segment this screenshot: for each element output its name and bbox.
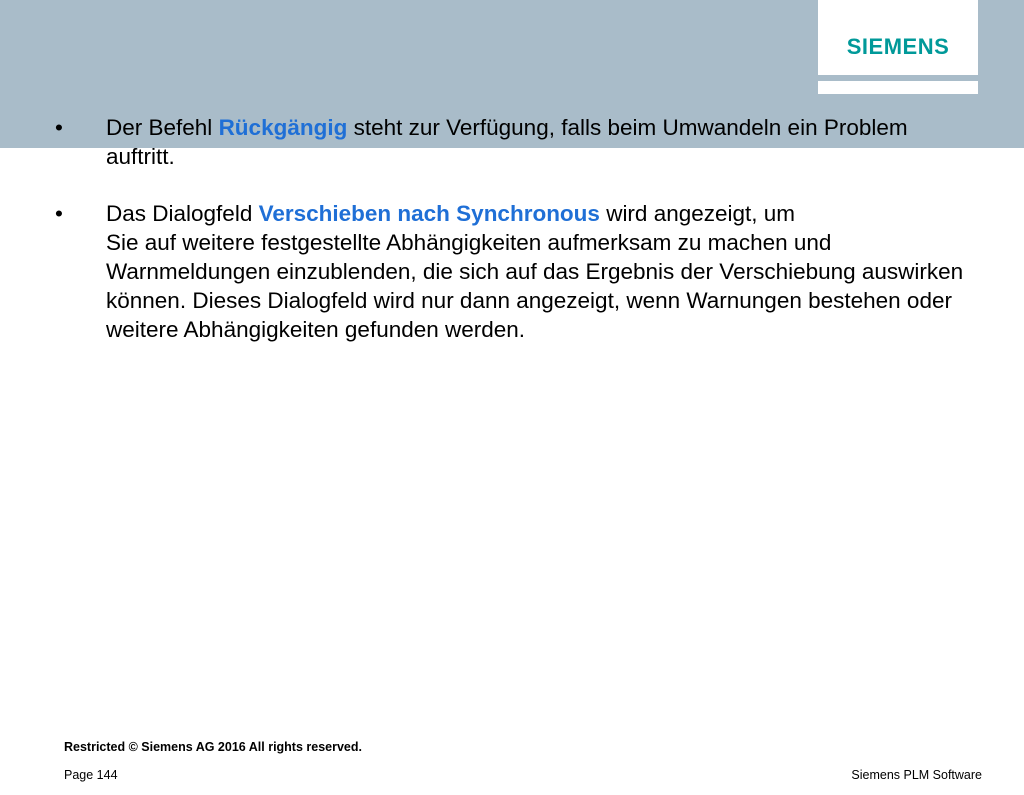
bullet-text <box>106 113 976 171</box>
footer-company-name: Siemens PLM Software <box>851 768 982 782</box>
siemens-logo: SIEMENS <box>846 34 950 59</box>
bullet-text <box>106 199 976 344</box>
bullet-marker: • <box>55 201 63 226</box>
bullet-list <box>0 113 1024 344</box>
bullet-item-move-dialog <box>0 199 1024 344</box>
bullet-item-undo <box>0 113 1024 171</box>
footer-page-number: Page 144 <box>64 768 118 782</box>
dialog-name-move-to-synchronous: Verschieben nach Synchronous <box>258 201 600 226</box>
bullet-text-before: Das Dialogfeld <box>106 201 259 226</box>
command-name-undo: Rückgängig <box>218 115 348 140</box>
bullet-text-after: wird angezeigt, um <box>599 201 796 226</box>
bullet-text-after: steht zur Verfügung, falls beim Umwandeln ein Problem auftritt. <box>106 115 908 169</box>
footer-restricted-notice: Restricted © Siemens AG 2016 All rights reserved. <box>64 740 362 754</box>
logo-underline-bar <box>818 81 978 94</box>
bullet-text-rest: Sie auf weitere festgestellte Abhängigkeiten aufmerksam zu machen und Warnmeldungen einzublenden, die sich auf das Ergebnis der Verschiebung auswirken können. Dieses Dialogfeld wird nur dann angezeigt, wenn Warnungen bestehen oder weitere Abhängigkeiten gefunden werden. <box>106 230 964 342</box>
bullet-marker: • <box>55 115 63 140</box>
bullet-text-before: Der Befehl <box>106 115 219 140</box>
